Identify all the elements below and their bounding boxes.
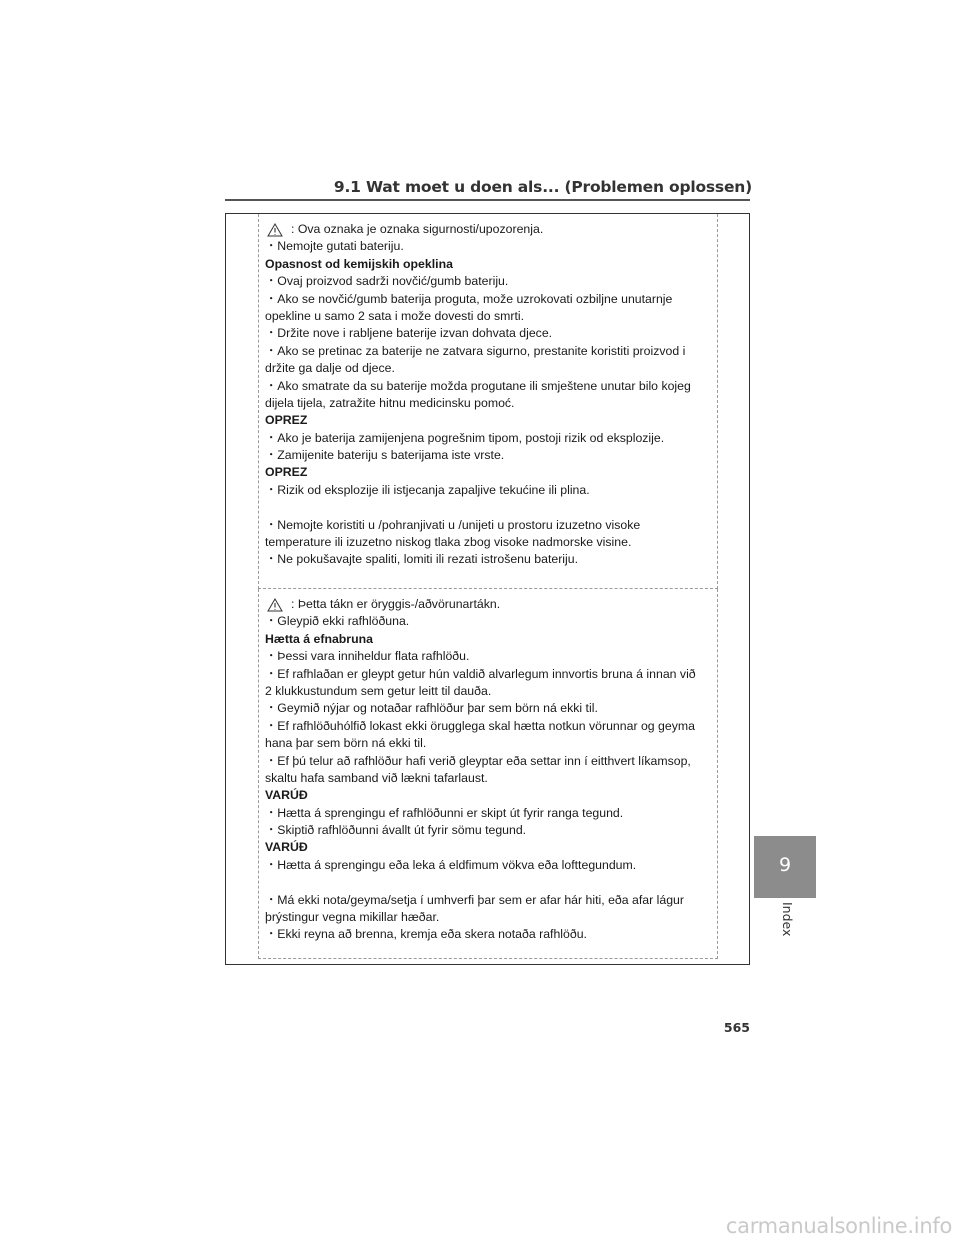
section-heading: Hætta á efnabruna: [265, 631, 373, 646]
header-divider: [225, 199, 750, 201]
section-heading: VARÚÐ: [265, 788, 308, 803]
text-line: ・Ne pokušavajte spaliti, lomiti ili rezati istrošenu bateriju.: [265, 552, 579, 567]
text-line: hana þar sem börn ná ekki til.: [265, 736, 427, 751]
text-line: ・Ef þú telur að rafhlöður hafi verið gleyptar eða settar inn í eitthvert líkamsop,: [265, 753, 691, 768]
text-line: ・Ef rafhlaðan er gleypt getur hún valdið alvarlegum innvortis bruna á innan við: [265, 666, 696, 681]
watermark: carmanualsonline.info: [725, 1214, 952, 1238]
text-line: ・Ekki reyna að brenna, kremja eða skera notaða rafhlöðu.: [265, 927, 587, 942]
text-line: ・Nemojte gutati bateriju.: [265, 239, 404, 254]
section-heading: Opasnost od kemijskih opeklina: [265, 256, 453, 271]
text-line: ・Geymið nýjar og notaðar rafhlöður þar sem börn ná ekki til.: [265, 701, 598, 716]
chapter-number: 9: [778, 854, 792, 876]
text-line: ・Ako smatrate da su baterije možda progutane ili smještene unutar bilo kojeg: [265, 378, 691, 393]
text-line: skaltu hafa samband við lækni tafarlaust.: [265, 770, 488, 785]
section-lines: [265, 596, 713, 944]
warning-section-croatian: [258, 214, 718, 589]
text-line: [265, 499, 713, 516]
section-heading: OPREZ: [265, 465, 308, 480]
text-line: ・Hætta á sprengingu ef rafhlöðunni er skipt út fyrir ranga tegund.: [265, 805, 624, 820]
text-line: [265, 874, 713, 891]
text-line: opekline u samo 2 sata i može dovesti do smrti.: [265, 308, 525, 323]
warning-triangle-icon: [267, 598, 283, 612]
warning-section-icelandic: [258, 589, 718, 959]
text-line: þrýstingur vegna mikillar hæðar.: [265, 910, 440, 925]
text-line: ・Ako se pretinac za baterije ne zatvara sigurno, prestanite koristiti proizvod i: [265, 343, 686, 358]
text-line: ・Zamijenite bateriju s baterijama iste vrste.: [265, 448, 505, 463]
text-line: ・Má ekki nota/geyma/setja í umhverfi þar sem er afar hár hiti, eða afar lágur: [265, 892, 684, 907]
warning-line-text: : Þetta tákn er öryggis-/aðvörunartákn.: [291, 597, 501, 611]
text-line: ・Ovaj proizvod sadrži novčić/gumb bateriju.: [265, 274, 509, 289]
text-line: držite ga dalje od djece.: [265, 361, 395, 376]
text-line: ・Ako je baterija zamijenjena pogrešnim tipom, postoji rizik od eksplozije.: [265, 430, 665, 445]
warning-line: [265, 221, 713, 238]
text-line: ・Skiptið rafhlöðunni ávallt út fyrir sömu tegund.: [265, 823, 527, 838]
page-header-title: 9.1 Wat moet u doen als... (Problemen oplossen): [333, 178, 752, 196]
text-line: ・Ako se novčić/gumb baterija proguta, može uzrokovati ozbiljne unutarnje: [265, 291, 673, 306]
text-line: ・Gleypið ekki rafhlöðuna.: [265, 614, 410, 629]
warning-line: [265, 596, 713, 613]
page-number: 565: [723, 1020, 750, 1035]
text-line: ・Hætta á sprengingu eða leka á eldfimum vökva eða lofttegundum.: [265, 857, 637, 872]
text-line: temperature ili izuzetno niskog tlaka zbog visoke nadmorske visine.: [265, 535, 632, 550]
text-line: 2 klukkustundum sem getur leitt til dauða.: [265, 683, 492, 698]
text-line: ・Držite nove i rabljene baterije izvan dohvata djece.: [265, 326, 553, 341]
text-line: ・Rizik od eksplozije ili istjecanja zapaljive tekućine ili plina.: [265, 482, 590, 497]
text-line: ・Ef rafhlöðuhólfið lokast ekki örugglega skal hætta notkun vörunnar og geyma: [265, 718, 695, 733]
section-heading: OPREZ: [265, 413, 308, 428]
text-line: dijela tijela, zatražite hitnu medicinsku pomoć.: [265, 395, 515, 410]
section-lines: [265, 221, 713, 569]
text-line: ・Nemojte koristiti u /pohranjivati u /unijeti u prostoru izuzetno visoke: [265, 517, 641, 532]
chapter-tab[interactable]: [754, 836, 816, 898]
section-heading: VARÚÐ: [265, 840, 308, 855]
warning-triangle-icon: [267, 223, 283, 237]
warning-line-text: : Ova oznaka je oznaka sigurnosti/upozorenja.: [291, 222, 544, 236]
chapter-tab-label: Index: [780, 902, 795, 937]
text-line: ・Þessi vara inniheldur flata rafhlöðu.: [265, 649, 470, 664]
